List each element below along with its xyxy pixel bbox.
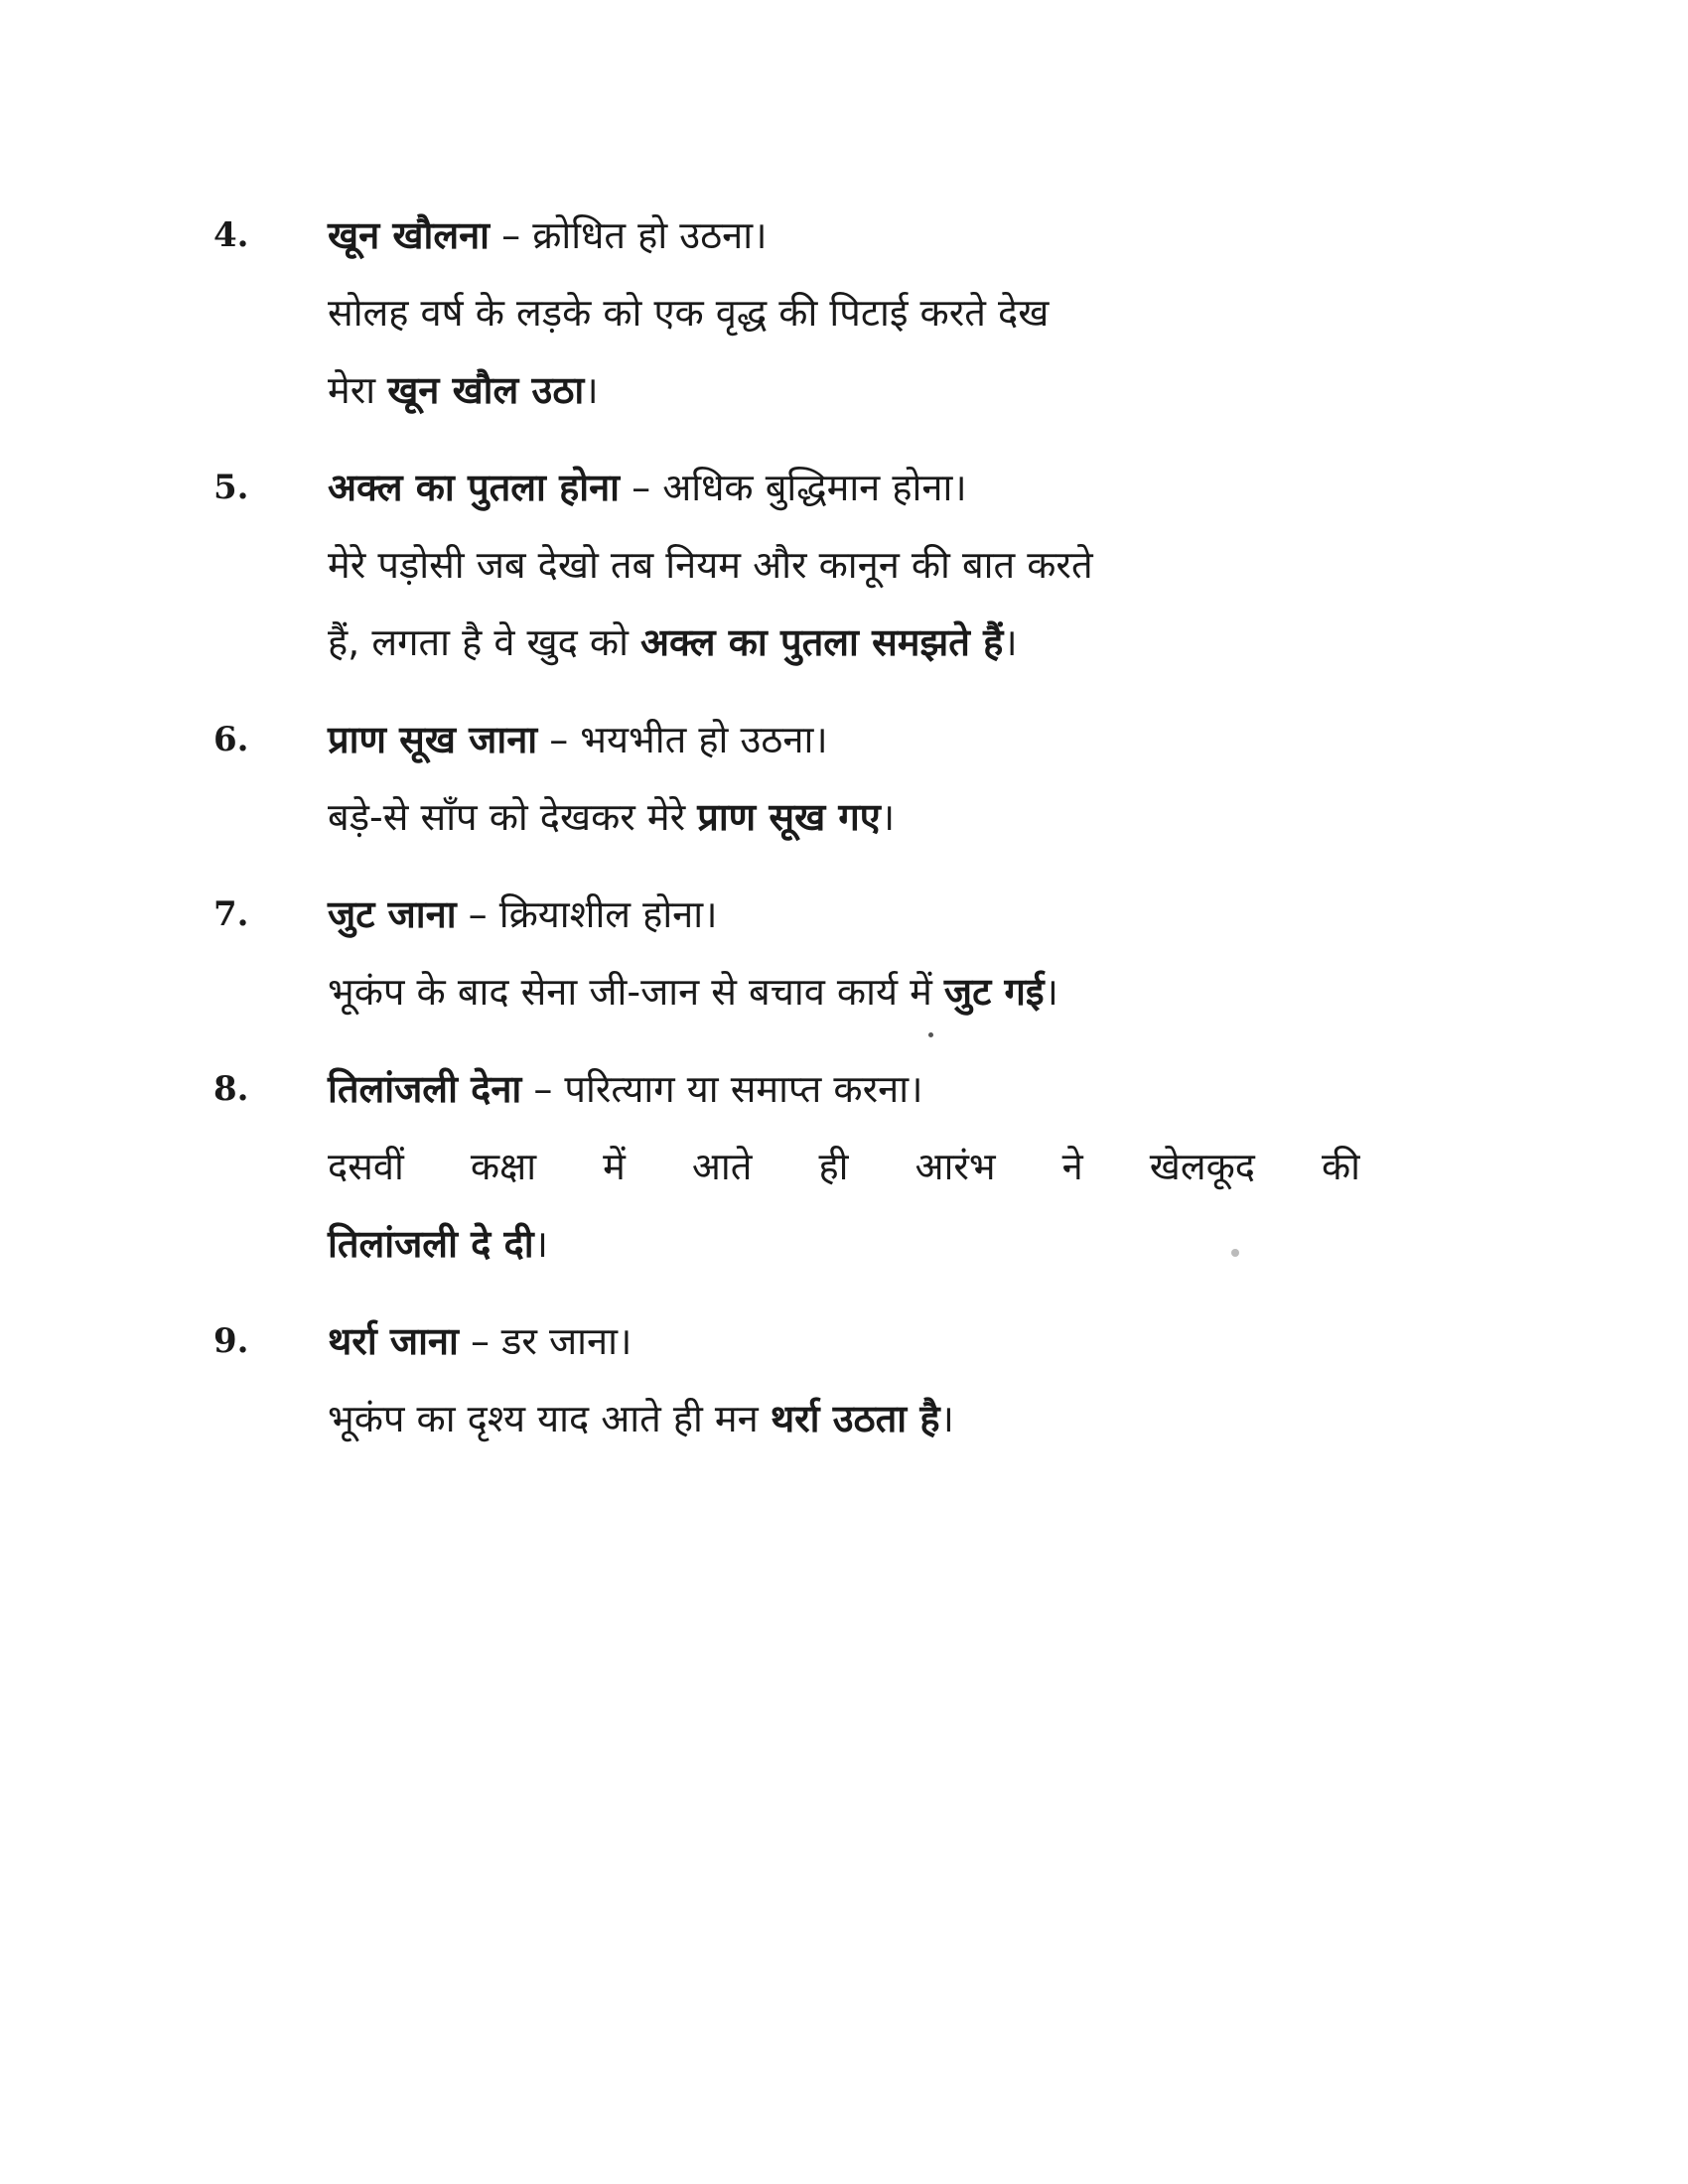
idiom-heading (328, 1050, 1360, 1128)
example-punctuation: । (880, 795, 896, 839)
idiom-entry-8 (213, 1050, 1360, 1283)
example-line-2 (328, 1205, 1360, 1283)
example-idiom-usage: प्राण सूख गए (697, 795, 881, 839)
example-punctuation: । (1044, 970, 1058, 1014)
example-idiom-usage: तिलांजली दे दी (328, 1222, 534, 1266)
entry-number: 9. (213, 1321, 249, 1361)
example-punctuation: । (533, 1222, 548, 1266)
scan-speck (928, 1032, 933, 1037)
idiom-heading (328, 449, 1360, 526)
scan-speck (1231, 1249, 1239, 1257)
example-idiom-usage: अक्ल का पुतला समझते हैं (640, 620, 1004, 664)
example-idiom-usage: खून खौल उठा (387, 368, 585, 412)
example-punctuation: । (939, 1397, 954, 1440)
example-line-2 (328, 351, 1360, 429)
idiom-entry-6 (213, 701, 1360, 856)
example-line-1 (328, 1380, 1360, 1457)
idiom-term: प्राण सूख जाना (328, 718, 538, 761)
idiom-meaning: – डर जाना। (458, 1319, 633, 1363)
idiom-entry-5 (213, 449, 1360, 681)
idiom-heading (328, 197, 1360, 274)
example-text: भूकंप का दृश्य याद आते ही मन (328, 1397, 771, 1440)
example-idiom-usage: थर्रा उठता है (770, 1397, 940, 1440)
example-text: हैं, लगता है वे खुद को (328, 620, 640, 664)
entry-number: 4. (213, 215, 249, 255)
idiom-term: खून खौलना (328, 213, 491, 257)
example-idiom-usage: जुट गई (943, 970, 1045, 1014)
example-line-1: दसवीं कक्षा में आते ही आरंभ ने खेलकूद की (328, 1145, 1360, 1188)
entry-number: 6. (213, 720, 249, 759)
idiom-meaning: – परित्याग या समाप्त करना। (521, 1067, 923, 1111)
idiom-heading (328, 1302, 1360, 1380)
example-line-1 (328, 778, 1360, 856)
idiom-term: अक्ल का पुतला होना (328, 466, 621, 509)
idiom-meaning: – अधिक बुद्धिमान होना। (620, 466, 967, 509)
idiom-heading (328, 701, 1360, 778)
entry-number: 8. (213, 1069, 249, 1109)
example-text: भूकंप के बाद सेना जी-जान से बचाव कार्य में (328, 970, 944, 1014)
idiom-meaning: – भयभीत हो उठना। (537, 718, 828, 761)
idiom-entry-9 (213, 1302, 1360, 1457)
idiom-meaning: – क्रोधित हो उठना। (490, 213, 768, 257)
idiom-meaning: – क्रियाशील होना। (456, 892, 718, 936)
idiom-heading (328, 876, 1360, 953)
example-line-1: सोलह वर्ष के लड़के को एक वृद्ध की पिटाई करते देख (328, 291, 1050, 335)
example-text: बड़े-से साँप को देखकर मेरे (328, 795, 698, 839)
example-punctuation: । (584, 368, 599, 412)
entry-number: 5. (213, 468, 249, 507)
idiom-term: थर्रा जाना (328, 1319, 459, 1363)
idiom-term: तिलांजली देना (328, 1067, 522, 1111)
example-punctuation: । (1003, 620, 1018, 664)
idiom-entry-4 (213, 197, 1360, 429)
entry-number: 7. (213, 894, 249, 934)
example-line-1: मेरे पड़ोसी जब देखो तब नियम और कानून की बात करते (328, 543, 1093, 587)
idiom-entry-7 (213, 876, 1360, 1030)
example-text: मेरा (328, 368, 388, 412)
example-line-1 (328, 953, 1360, 1030)
example-line-2 (328, 604, 1360, 681)
idiom-term: जुट जाना (328, 892, 457, 936)
